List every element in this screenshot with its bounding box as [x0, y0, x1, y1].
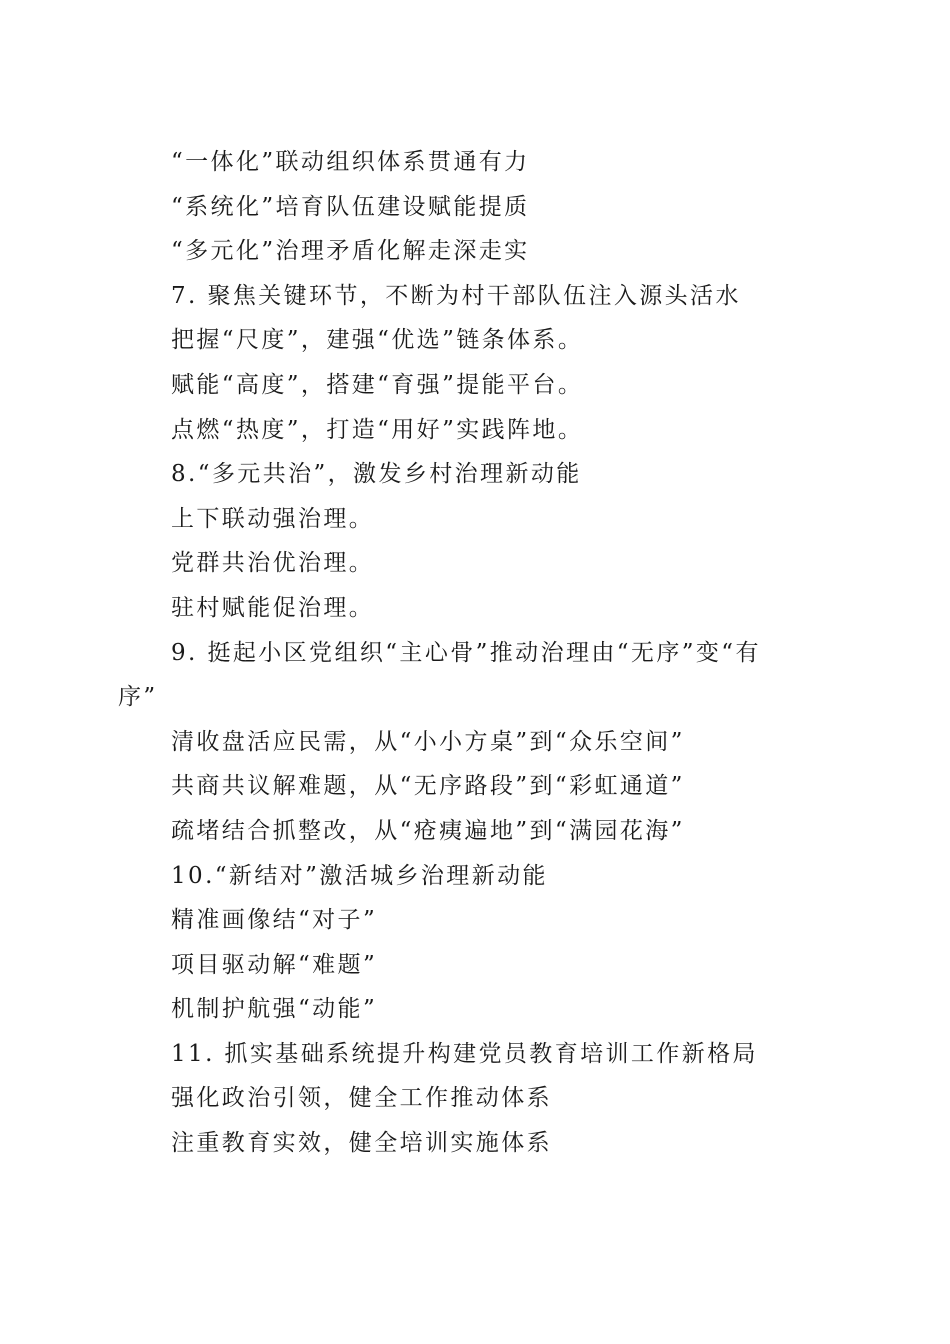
text-line: 机制护航强“动能” [171, 996, 378, 1023]
section-heading: 10.“新结对”激活城乡治理新动能 [171, 862, 548, 889]
text-line: 清收盘活应民需，从“小小方桌”到“众乐空间” [171, 728, 685, 755]
text-line: 强化政治引领，健全工作推动体系 [171, 1085, 552, 1112]
section-heading: 8.“多元共治”，激发乡村治理新动能 [171, 461, 582, 488]
section-heading: 11. 抓实基础系统提升构建党员教育培训工作新格局 [171, 1040, 758, 1067]
text-line: 点燃“热度”，打造“用好”实践阵地。 [171, 416, 584, 443]
text-line: “系统化”培育队伍建设赋能提质 [171, 193, 530, 220]
section-heading: 9. 挺起小区党组织“主心骨”推动治理由“无序”变“有 [171, 639, 761, 666]
section-heading: 7. 聚焦关键环节，不断为村干部队伍注入源头活水 [171, 282, 741, 309]
text-line: 项目驱动解“难题” [171, 951, 378, 978]
text-line: 共商共议解难题，从“无序路段”到“彩虹通道” [171, 773, 685, 800]
text-line: 疏堵结合抓整改，从“疮痍遍地”到“满园花海” [171, 817, 685, 844]
section-heading-continued: 序” [118, 684, 158, 711]
text-line: 把握“尺度”，建强“优选”链条体系。 [171, 327, 584, 354]
text-line: 驻村赋能促治理。 [171, 594, 375, 621]
text-line: 注重教育实效，健全培训实施体系 [171, 1130, 552, 1157]
text-line: 上下联动强治理。 [171, 505, 375, 532]
document-body [118, 140, 838, 1166]
text-line: 党群共治优治理。 [171, 550, 375, 577]
text-line: “一体化”联动组织体系贯通有力 [171, 149, 530, 175]
text-line: “多元化”治理矛盾化解走深走实 [171, 238, 530, 265]
text-line: 赋能“高度”，搭建“育强”提能平台。 [171, 371, 584, 398]
text-line: 精准画像结“对子” [171, 907, 378, 934]
